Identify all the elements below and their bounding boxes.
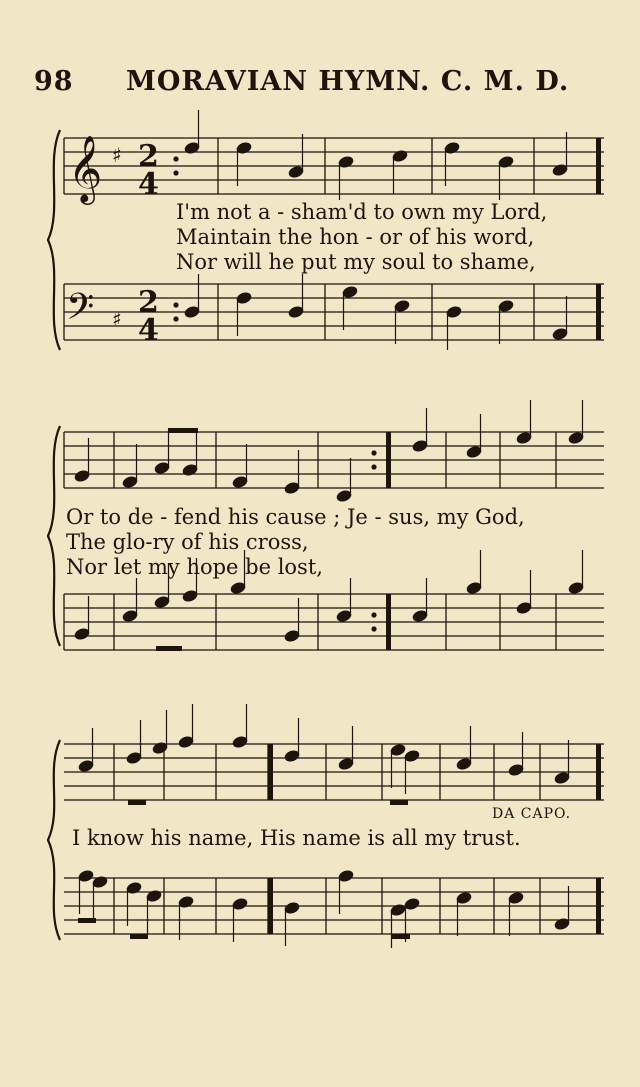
final-barline — [596, 138, 601, 194]
repeat-dot — [173, 170, 178, 175]
time-signature-bottom: 4 — [138, 313, 159, 348]
time-signature-top: 2 — [138, 285, 159, 320]
treble-clef: 𝄞 — [68, 134, 103, 202]
note-beam — [130, 934, 148, 939]
system-brace — [48, 426, 60, 646]
repeat-dot — [173, 156, 178, 161]
lyric-line: I'm not a - sham'd to own my Lord, — [176, 200, 548, 224]
note-beam — [156, 646, 182, 651]
repeat-dot — [173, 302, 178, 307]
note-beam — [392, 934, 410, 939]
time-signature-top: 2 — [138, 139, 159, 174]
repeat-dot — [371, 450, 376, 455]
hymn-title: MORAVIAN HYMN. C. M. D. — [126, 66, 570, 97]
da-capo-direction: DA CAPO. — [492, 806, 572, 822]
key-signature-sharp: ♯ — [112, 307, 122, 331]
lyric-line: The glo-ry of his cross, — [66, 530, 309, 554]
repeat-barline — [386, 432, 391, 488]
lyric-line: Nor let my hope be lost, — [66, 555, 323, 579]
repeat-dot — [371, 612, 376, 617]
system-brace — [48, 740, 60, 940]
repeat-barline — [386, 594, 391, 650]
final-barline — [596, 284, 601, 340]
bass-clef: 𝄢 — [66, 286, 95, 337]
lyric-line: Maintain the hon - or of his word, — [176, 225, 535, 249]
note-beam — [168, 428, 198, 433]
final-barline — [596, 878, 601, 934]
section-barline — [268, 744, 273, 800]
system-brace — [48, 130, 60, 350]
repeat-dot — [371, 626, 376, 631]
lyric-line: Nor will he put my soul to shame, — [176, 250, 536, 274]
time-signature-bottom: 4 — [138, 167, 159, 202]
note-beam — [390, 800, 408, 805]
repeat-dot — [173, 316, 178, 321]
key-signature-sharp: ♯ — [112, 143, 122, 167]
lyric-line: I know his name, His name is all my trust. — [72, 826, 521, 850]
note-beam — [128, 800, 146, 805]
note-beam — [78, 918, 96, 923]
final-barline — [596, 744, 601, 800]
section-barline — [268, 878, 273, 934]
page-number: 98 — [34, 66, 74, 97]
lyric-line: Or to de - fend his cause ; Je - sus, my God, — [66, 505, 525, 529]
repeat-dot — [371, 464, 376, 469]
